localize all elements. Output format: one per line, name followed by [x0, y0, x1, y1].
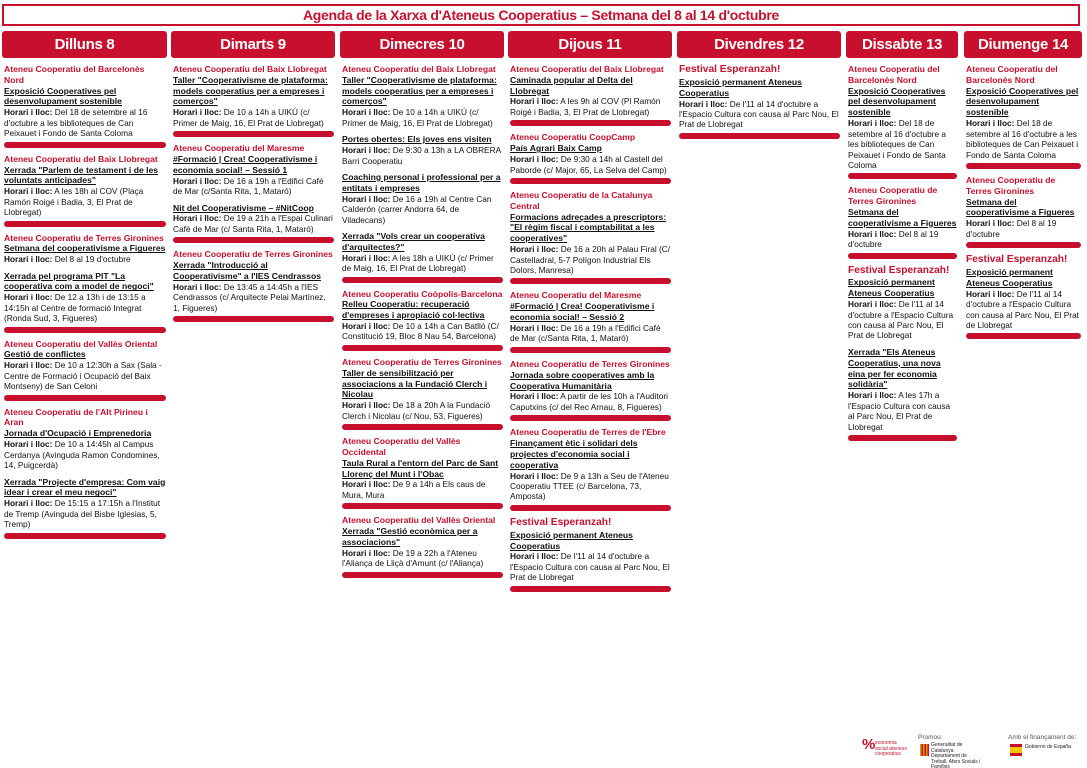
schedule-label: Horari i lloc: [4, 292, 53, 303]
event-organizer: Ateneu Cooperatiu Coòpolis-Barcelona [342, 288, 503, 299]
event-organizer: Ateneu Cooperatiu de Terres Gironines [173, 249, 333, 260]
event-item [2, 333, 167, 401]
event-title[interactable]: #Formació | Crea! Cooperativisme i economia social! – Sessió 2 [510, 301, 655, 323]
event-title[interactable]: Portes obertes: Els joves ens visiten [342, 134, 492, 145]
schedule-label: Horari i lloc: [4, 360, 53, 371]
event-title[interactable]: Taller de sensibilització per associacions a la Fundació Clerch i Nicolau [342, 367, 488, 400]
event-item [340, 166, 504, 225]
footer [840, 734, 1085, 766]
event-title[interactable]: Taula Rural a l'entorn del Parc de Sant Llorenç del Munt i l'Obac [342, 457, 499, 479]
event-text: De 19 a 21h a l'Espai Culinari Cafè de Mar (c/ Santa Rita, 1, Mataró) [173, 213, 333, 234]
event-text: De 10 a 12:30h a Sax (Sala - Centre de Formació i Ocupació del Baix Montseny) de San Celoni [4, 360, 162, 392]
event-details [173, 213, 334, 234]
event-text: Del 8 al 19 d'octubre [848, 228, 939, 250]
event-details [510, 551, 671, 582]
schedule-label: Horari i lloc: [173, 175, 222, 186]
event-text: De 19 a 22h a l'Ateneu l'Aliança de Lliçà d'Amunt (c/ l'Aliança) [342, 547, 484, 569]
event-title[interactable]: Jornada sobre cooperatives amb la Cooperativa Humanitària [510, 369, 655, 391]
schedule-label: Horari i lloc: [510, 154, 559, 165]
schedule-label: Horari i lloc: [848, 299, 897, 310]
event-details [4, 439, 166, 470]
event-title[interactable]: Exposició permanent Ateneus Cooperatius [966, 267, 1053, 288]
event-details [4, 254, 166, 264]
event-item [340, 430, 504, 509]
event-item [2, 401, 167, 471]
event-organizer: Ateneu Cooperatiu del Vallès Oriental [4, 338, 158, 349]
event-title[interactable]: Xerrada "Vols crear un cooperativa d'arquitectes?" [342, 230, 485, 252]
generalitat-logo: Generalitat de Catalunya Departament de Treball, Afers Socials i Famílies [920, 742, 980, 764]
event-item [964, 248, 1082, 339]
event-item [171, 58, 335, 137]
event-title[interactable]: Taller "Cooperativisme de plataforma: models cooperatius per a empreses i comerços" [173, 74, 328, 107]
event-item [2, 227, 167, 265]
event-item [508, 184, 672, 285]
schedule-label: Horari i lloc: [679, 98, 728, 109]
event-details [510, 391, 671, 412]
festival-label: Festival Esperanzah! [510, 516, 612, 528]
schedule-label: Horari i lloc: [4, 254, 53, 265]
event-item [677, 58, 841, 139]
event-organizer: Ateneu Cooperatiu del Baix Llobregat [342, 64, 496, 74]
event-details [510, 471, 671, 502]
event-title[interactable]: Xerrada "Projecte d'empresa: Com vaig idear i crear el meu negoci" [4, 476, 166, 498]
event-item [846, 341, 958, 441]
separator-bar [966, 333, 1081, 339]
event-details [342, 321, 503, 342]
schedule-label: Horari i lloc: [510, 96, 559, 107]
event-title[interactable]: Xerrada "Introducció al Cooperativisme" a l'IES Cendrassos [173, 260, 321, 281]
schedule-label: Horari i lloc: [510, 551, 559, 562]
event-title[interactable]: Exposició permanent Ateneus Cooperatius [679, 76, 802, 98]
schedule-label: Horari i lloc: [342, 479, 391, 490]
event-item [171, 243, 335, 322]
event-title[interactable]: Nit del Cooperativisme – #NitCoop [173, 202, 314, 213]
event-text: De 12 a 13h i de 13:15 a 14:15h al Centre de formació Integrat (Ronda Sud, 3, Figueres) [4, 292, 146, 324]
day-column-7 [964, 31, 1082, 339]
event-details [342, 145, 503, 166]
event-item [2, 471, 167, 539]
day-header: Diumenge 14 [964, 31, 1082, 58]
event-details [4, 498, 166, 529]
event-text: A les 17h a l'Espacio Cultura con causa al Parc Nou, El Prat de Llobregat [848, 390, 951, 432]
event-title[interactable]: Caminada popular al Delta del Llobregat [510, 74, 633, 96]
event-details [342, 253, 503, 274]
schedule-label: Horari i lloc: [510, 470, 559, 481]
event-organizer: Ateneu Cooperatiu de Terres Gironines [4, 232, 164, 243]
day-column-5 [677, 31, 841, 139]
spain-flag-icon [1010, 744, 1022, 756]
day-header: Divendres 12 [677, 31, 841, 58]
senyera-icon [920, 744, 929, 756]
event-item [964, 169, 1082, 248]
event-title[interactable]: Xerrada "Els Ateneus Cooperatius, una nova eina per fer economia solidària" [848, 346, 941, 390]
separator-bar [173, 316, 334, 322]
page-title: Agenda de la Xarxa d'Ateneus Cooperatius – Setmana del 8 al 14 d'octubre [2, 4, 1080, 26]
event-text: De 16 a 20h al Palau Firal (C/ Castelladral, 5-7 Polígon Industrial Els Dolors, Manresa) [510, 244, 671, 275]
event-organizer: Ateneu Cooperatiu CoopCamp [510, 132, 636, 143]
event-title[interactable]: Setmana del cooperativisme a Figueres [4, 243, 166, 254]
day-column-1 [2, 31, 167, 539]
event-details [4, 186, 166, 217]
schedule-label: Horari i lloc: [4, 107, 53, 118]
event-title[interactable]: Gestió de conflictes [4, 349, 86, 360]
event-details [679, 99, 840, 130]
schedule-label: Horari i lloc: [510, 244, 559, 255]
event-text: De l'11 al 14 d'octubre a l'Espacio Cultura con causa al Parc Nou, El Prat de Llobregat [966, 288, 1079, 331]
schedule-label: Horari i lloc: [966, 288, 1015, 299]
event-title[interactable]: Xerrada "Parlem de testament i de les voluntats anticipades" [4, 164, 159, 186]
event-organizer: Ateneu Cooperatiu del Vallès Occidental [342, 436, 461, 457]
event-organizer: Ateneu Cooperatiu de Terres Gironines [848, 185, 938, 207]
event-text: De 10 a 14:45h al Campus Cerdanya (Avinguda Ramon Condomines, 14, Puigcerdà) [4, 439, 160, 471]
event-details [510, 154, 671, 175]
schedule-label: Horari i lloc: [173, 107, 222, 118]
event-organizer: Ateneu Cooperatiu del Baix Llobregat [510, 64, 664, 74]
promou-label: Promou: [918, 734, 943, 741]
event-details [4, 107, 166, 138]
schedule-label: Horari i lloc: [848, 228, 897, 239]
festival-label: Festival Esperanzah! [848, 264, 950, 276]
financament-label: Amb el finançament de: [1008, 734, 1077, 741]
event-text: De 10 a 14h a UIKÚ (c/ Primer de Maig, 16, El Prat de Llobregat) [173, 107, 324, 128]
event-text: De 9 a 13h a Seu de l'Ateneu Cooperatiu TTEE (c/ Barcelona, 73, Amposta) [510, 470, 669, 502]
day-header: Dijous 11 [508, 31, 672, 58]
separator-bar [510, 586, 671, 592]
event-text: De 15:15 a 17:15h a l'Institut de Tremp (Avinguda del Bisbe Iglesias, 5, Tremp) [4, 498, 161, 530]
day-column-2 [171, 31, 335, 322]
schedule-label: Horari i lloc: [966, 118, 1015, 129]
schedule-label: Horari i lloc: [342, 547, 391, 558]
event-text: Del 8 al 19 d'octubre [54, 254, 131, 265]
event-details [848, 390, 957, 432]
event-text: De 16 a 19h a l'Edifici Café de Mar (c/Santa Rita, 1, Mataró) [510, 322, 661, 344]
event-item [846, 179, 958, 258]
event-organizer: Ateneu Cooperatiu de Terres Gironines [966, 174, 1056, 196]
separator-bar [342, 572, 503, 578]
event-details [173, 282, 334, 313]
event-title[interactable]: País Agrari Baix Camp [510, 143, 602, 154]
event-text: De l'11 al 14 d'octubre a l'Espacio Cultura con causa al Parc Nou, El Prat de Llobregat [848, 299, 954, 341]
event-item [2, 58, 167, 148]
event-title[interactable]: #Formació | Crea! Cooperativisme i economia social! – Sessió 1 [173, 154, 318, 175]
schedule-label: Horari i lloc: [342, 107, 391, 118]
schedule-label: Horari i lloc: [4, 439, 53, 450]
schedule-label: Horari i lloc: [342, 145, 391, 156]
event-title[interactable]: Jornada d'Ocupació i Emprenedoria [4, 428, 152, 439]
event-item [2, 265, 167, 333]
event-organizer: Ateneu Cooperatiu del Baix Llobregat [173, 64, 327, 74]
event-item [508, 58, 672, 126]
event-details [966, 289, 1081, 331]
event-title[interactable]: Coaching personal i professional per a entitats i empreses [342, 171, 501, 193]
festival-label: Festival Esperanzah! [679, 64, 781, 75]
event-title[interactable]: Exposició permanent Ateneus Cooperatius [510, 529, 633, 551]
event-details [173, 176, 334, 197]
event-title[interactable]: Exposició Cooperatives pel desenvolupament sostenible [966, 85, 1079, 118]
event-text: Del 8 al 19 d'octubre [966, 218, 1057, 239]
event-details [848, 299, 957, 341]
event-item [171, 137, 335, 196]
day-column-6 [846, 31, 958, 441]
day-header: Dilluns 8 [2, 31, 167, 58]
event-details [342, 400, 503, 421]
event-title[interactable]: Finançament ètic i solidari dels projectes d'economia social i cooperativa [510, 438, 638, 470]
event-item [964, 58, 1082, 169]
event-text: De l'11 al 14 d'octubre a l'Espacio Cultura con causa al Parc Nou, El Prat de Llobregat [510, 551, 670, 583]
event-organizer: Ateneu Cooperatiu de Terres Gironines [510, 358, 670, 369]
schedule-label: Horari i lloc: [342, 321, 391, 332]
event-title[interactable]: Exposició Cooperatives pel desenvolupament sostenible [4, 85, 122, 107]
event-organizer: Ateneu Cooperatiu de l'Alt Pirineu i Aran [4, 406, 148, 428]
event-text: De 16 a 19h al Centre Can Calderón (carrer Andorra 64, de Viladecans) [342, 193, 492, 225]
day-header: Dissabte 13 [846, 31, 958, 58]
schedule-label: Horari i lloc: [510, 391, 559, 402]
event-details [848, 118, 957, 170]
event-title[interactable]: Exposició permanent Ateneus Cooperatius [848, 277, 935, 299]
event-item [171, 197, 335, 244]
event-details [510, 323, 671, 344]
event-item [508, 284, 672, 352]
event-text: De l'11 al 14 d'octubre a l'Espacio Cultura con causa al Parc Nou, El Prat de Llobregat [679, 98, 839, 130]
event-details [966, 118, 1081, 160]
event-text: De 16 a 19h a l'Edifici Café de Mar (c/Santa Rita, 1, Mataró) [173, 175, 324, 197]
event-title[interactable]: Setmana del cooperativisme a Figueres [966, 196, 1075, 218]
event-item [846, 259, 958, 341]
event-item [508, 353, 672, 421]
event-item [340, 225, 504, 283]
event-organizer: Ateneu Cooperatiu de Terres de l'Ebre [510, 427, 666, 438]
event-organizer: Ateneu Cooperatiu del Baix Llobregat [4, 153, 158, 164]
event-item [340, 283, 504, 351]
event-text: Del 18 de setembre al 16 d'octubre a les biblioteques de Can Peixauet i Fondo de Santa Coloma [966, 118, 1079, 160]
schedule-label: Horari i lloc: [966, 218, 1015, 229]
event-details [342, 194, 503, 225]
schedule-label: Horari i lloc: [510, 322, 559, 333]
separator-bar [4, 533, 166, 539]
event-details [342, 548, 503, 569]
event-text: Del 18 de setembre al 16 d'octubre a les biblioteques de Can Peixauet i Fondo de Santa Coloma [848, 118, 946, 170]
event-item [846, 58, 958, 179]
event-text: De 9 a 14h a Els caus de Mura, Mura [342, 479, 486, 500]
event-item [508, 126, 672, 184]
event-organizer: Ateneu Cooperatiu de Terres Gironines [342, 356, 502, 367]
event-details [173, 107, 334, 128]
event-organizer: Ateneu Cooperatiu del Maresme [173, 143, 305, 154]
event-title[interactable]: Taller "Cooperativisme de plataforma: models cooperatius per a empreses i comerços" [342, 74, 497, 107]
event-organizer: Ateneu Cooperatiu del Vallès Oriental [342, 515, 496, 526]
event-title[interactable]: Xerrada pel programa PIT "La cooperativa com a model de negoci" [4, 270, 154, 292]
event-title[interactable]: Relleu Cooperatiu: recuperació d'empreses i apropiació col·lectiva [342, 299, 485, 321]
event-text: De 18 a 20h A la Fundació Clerch i Nicolau (c/ Nou, 53, Figueres) [342, 400, 491, 421]
event-details [510, 96, 671, 117]
separator-bar [848, 435, 957, 441]
event-text: A les 18h a UIKÚ (c/ Primer de Maig, 16, El Prat de Llobregat) [342, 252, 494, 274]
event-item [2, 148, 167, 227]
schedule-label: Horari i lloc: [4, 498, 53, 509]
event-details [342, 479, 503, 500]
day-header: Dimecres 10 [340, 31, 504, 58]
schedule-label: Horari i lloc: [848, 390, 897, 401]
schedule-label: Horari i lloc: [848, 118, 897, 129]
event-text: De 10 a 14h a Can Batlló (C/ Constitució 19, Bloc 8 Nau 54, Barcelona) [342, 321, 499, 342]
event-item [508, 421, 672, 511]
event-details [4, 292, 166, 323]
event-text: De 10 a 14h a UIKÚ (c/ Primer de Maig, 16, El Prat de Llobregat) [342, 107, 493, 128]
event-organizer: Ateneu Cooperatiu de la Catalunya Central [510, 189, 653, 211]
schedule-label: Horari i lloc: [4, 186, 53, 197]
event-details [4, 360, 166, 391]
schedule-label: Horari i lloc: [342, 252, 391, 263]
festival-label: Festival Esperanzah! [966, 254, 1068, 266]
event-item [340, 351, 504, 430]
schedule-label: Horari i lloc: [342, 400, 391, 411]
percent-icon: % [862, 736, 876, 753]
event-title[interactable]: Setmana del cooperativisme a Figueres [848, 207, 957, 228]
gobierno-logo: Gobierno de España [1010, 742, 1080, 764]
event-organizer: Ateneu Cooperatiu del Maresme [510, 290, 642, 301]
event-text: De 9:30 a 14h al Castell del Paborde (c/ Major, 65, La Selva del Camp) [510, 154, 667, 175]
event-title[interactable]: Formacions adreçades a prescriptors: "El règim fiscal i comptabilitat a les cooperatives" [510, 211, 667, 244]
schedule-label: Horari i lloc: [173, 281, 222, 292]
event-organizer: Ateneu Cooperatiu del Barcelonès Nord [4, 64, 145, 85]
schedule-label: Horari i lloc: [173, 213, 222, 224]
event-item [508, 511, 672, 592]
event-details [510, 244, 671, 275]
event-text: A les 18h al COV (Plaça Ramón Roigé i Badia, 3, El Prat de Llobregat) [4, 186, 144, 218]
event-text: De 13:45 a 14:45h a l'IES Cendrassos (c/ Arquitecte Pelai Martínez, 1, Figueres) [173, 281, 326, 313]
event-text: A les 9h al COV (Pl Ramón Roigé i Badia, 3, El Prat de Llobregat) [510, 96, 661, 117]
event-text: Del 18 de setembre al 16 d'octubre a les biblioteques de Can Peixauet i Fondo de Santa Coloma [4, 107, 148, 139]
event-organizer: Ateneu Cooperatiu del Barcelonès Nord [848, 64, 940, 85]
separator-bar [679, 133, 840, 139]
economia-social-logo: % economia social ateneus cooperatius [862, 736, 907, 757]
event-item [340, 509, 504, 577]
event-organizer: Ateneu Cooperatiu del Barcelonès Nord [966, 64, 1058, 85]
event-item [340, 128, 504, 166]
event-text: De 9:30 a 13h a LA OBRERA Barri Cooperatiu [342, 145, 501, 166]
event-title[interactable]: Xerrada "Gestió econòmica per a associacions" [342, 526, 478, 548]
day-header: Dimarts 9 [171, 31, 335, 58]
event-details [342, 107, 503, 128]
event-item [340, 58, 504, 128]
event-details [966, 218, 1081, 239]
event-title[interactable]: Exposició Cooperatives pel desenvolupament sostenible [848, 85, 946, 118]
schedule-label: Horari i lloc: [342, 193, 391, 204]
event-text: A partir de les 10h a l'Auditori Caputxins (c/ del Rec Arnau, 8, Figueres) [510, 391, 668, 412]
event-details [848, 229, 957, 250]
day-column-3 [340, 31, 504, 578]
day-column-4 [508, 31, 672, 592]
